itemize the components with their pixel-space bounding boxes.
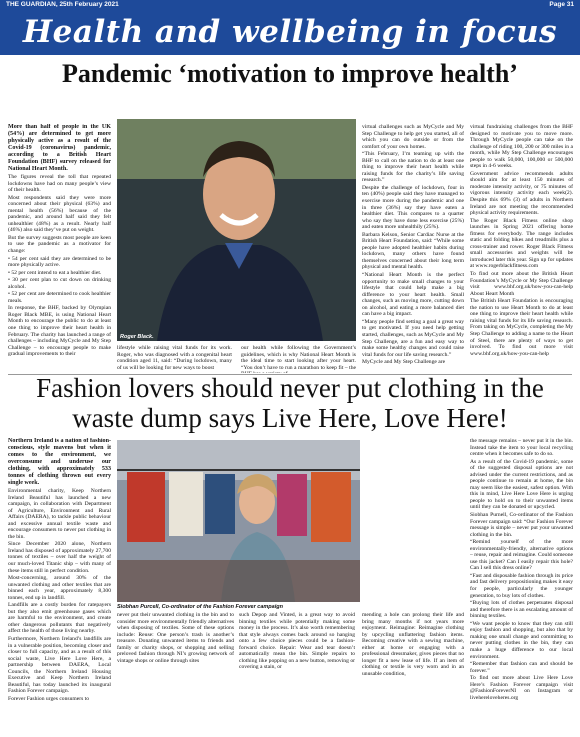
paragraph: “Buying lots of clothes perpetuates disposal and therefore there is an escalating amount of binning textiles. — [470, 600, 573, 620]
story2-headline: Fashion lovers should never put clothing in the waste dump says Live Here, Love Here! — [36, 373, 544, 433]
paragraph: The British Heart Foundation is encouraging the nation to use Heart Month to do at least one thing to improve their heart health while raising vital funds for its life saving research. From taking on MyCycle, completing the My Step Challenge to adding a name to the Heart of Steel, there are plenty of ways to get involved. To find out more visit www.bhf.org.uk/how-you-can-help — [470, 298, 573, 357]
story2-column-3 — [362, 612, 464, 732]
paragraph: Government advice recommends adults should aim for at least 150 minutes of moderate intensity activity, or 75 minutes of vigorous intensity activity each week(2). Despite this 69% (3) of adults in Northern Ireland are not meeting the recommended physical activity requirements. — [470, 170, 573, 217]
paragraph: mending a hole can prolong their life and bring many months if not years more enjoyment. Reimagine: Reimagine clothing by upcycling unflattering fashion items. Becoming creative with a sewing machine, either at home or engaging with a professional dressmaker, gives pieces that no longer fit a new lease of life. If an item of clothing or textile is very worn and in an unusable condition, — [362, 612, 464, 677]
paragraph: “We want people to know that they can still enjoy fashion and shopping, but also that by making one small change and committing to never putting clothes in the bin, they can make a huge difference to our local environment. — [470, 620, 573, 660]
paragraph: Barbara Kelson, Senior Cardiac Nurse at the British Heart Foundation, said: “While some people have adopted healthier habits during lockdown, many others have found themselves concerned about their long term physical and mental health. — [362, 231, 464, 271]
bullet-item: • 30 per cent plan to cut down on drinking alcohol. — [8, 277, 111, 290]
paragraph: “Remind yourself of the more environmentally-friendly, alternative options – reuse, repair and reimagine. Could someone use this jacket? Can I easily repair this hole? Can I sell this dress online? — [470, 539, 573, 572]
bullet-item: • 54 per cent said they are determined to be more physically active. — [8, 255, 111, 269]
section-title: Health and wellbeing in focus — [22, 14, 558, 50]
paragraph: such Depop and Vinted, is a great way to avoid binning textiles while potentially making some money in the process. It’s also worth remembering that style always comes back around so hanging onto a few choice pieces could be a fashion-forward choice. Repair: Wear and tear doesn’t automatically mean the bin. Simple repairs to clothing like popping on a new button, removing or covering a stain, or — [239, 612, 355, 671]
paragraph: Since December 2020 alone, Northern Ireland has disposed of approximately 27,700 tonnes of textiles – over half the weight of our much-loved Titanic ship – with many of these items still in perfect condition. — [8, 541, 111, 574]
paragraph: the message remains – never put it in the bin. Instead take the item to your local recycling centre when it becomes safe to do so. — [470, 438, 573, 458]
paragraph: Most respondents said they were more concerned about their physical (63%) and mental health (56%) because of the pandemic, and around half said they felt unhealthier (48%) as a result. Nearly half (46%) also said they’ve put on weight. — [8, 194, 111, 234]
paragraph: The figures reveal the toll that repeated lockdowns have had on many people’s view of their health. — [8, 174, 111, 194]
paper-date: THE GUARDIAN, 25th February 2021 — [6, 1, 119, 8]
paragraph: The Roger Black Fitness online shop launches in Spring 2021 offering home fitness for everybody. The range includes static and folding bikes and treadmills plus a cross-trainer and rower. Roger Black Fitness small accessories and weights will be introduced later this year. Sign up for updates at www.rogerblackfitness.com — [470, 217, 573, 270]
paragraph: Landfills are a costly burden for ratepayers but they also emit greenhouse gases which are harmful to the environment, and create other dangerous pollutants that negatively affect the health of those living nearby. — [8, 602, 111, 635]
paragraph: To find out more about Live Here Love Here’s Fashion Forever campaign visit @FashionForeverNI on Instagram or livehereloveheres.org — [470, 675, 573, 701]
paragraph: “Fast and disposable fashion through its price and fast delivery propositioning makes it easy for people, particularly the younger generation, to buy lots of clothes. — [470, 572, 573, 599]
photo-caption: Siobhan Purcell, Co-ordinator of the Fashion Forever campaign — [117, 604, 283, 610]
paragraph: Most-concerning, around 30% of the unwanted clothing and other textiles that are binned each year, approximately 8,300 tonnes, end up in landfill. — [8, 575, 111, 601]
paragraph: “National Heart Month is the perfect opportunity to make small changes to your lifestyle that could help make a big difference to your heart health. Small changes, such as moving more, cutting down on alcohol, and eating a more balanced diet can have a big impact. — [362, 272, 464, 318]
paragraph: Siobhan Purnell, Co-ordinator of the Fashion Forever campaign said: “Our Fashion Forever message is simple – never put your unwanted clothing in the bin. — [470, 512, 573, 538]
bullet-item: • 52 per cent are determined to cook healthier meals. — [8, 291, 111, 304]
paragraph: MyCycle and My Step Challenge are — [362, 359, 446, 366]
clothing-rail-illustration — [117, 440, 360, 602]
story1-headline: Pandemic ‘motivation to improve health’ — [62, 59, 518, 88]
bullet-item: • 52 per cent intend to eat a healthier diet. — [8, 269, 102, 276]
story2-under-photo-b — [239, 612, 355, 732]
paragraph: In response, the BHF, backed by Olympian Roger Black MBE, is using National Heart Month to encourage the public to do at least one thing to improve their heart health in February. The charity has launched a range of challenges – including MyCycle and My Step Challenge – to encourage people to make gradual improvements to their — [8, 305, 111, 358]
paragraph: Forever Fashion urges consumers to — [8, 695, 89, 702]
story2-lead: Northern Ireland is a nation of fashion-conscious, style mavens but when it comes to the environment, we overconsume and underuse our clothing, with approximately 533 tonnes of clothing thrown out every single week. — [8, 438, 111, 486]
story1-under-photo-b — [241, 345, 356, 373]
paragraph: Furthermore, Northern Ireland’s landfills are in a vulnerable position, becoming closer and closer to full capacity, and as a result of this social waste, Live Here Love Here, a partnership between DAERA, Local Councils, the Northern Ireland Housing Executive and Keep Northern Ireland Beautiful, has today launched its inaugural Fashion Forever campaign. — [8, 636, 111, 695]
paragraph: But the survey suggests most people are keen to use the pandemic as a motivator for change: — [8, 234, 111, 255]
fashion-forever-photo — [117, 440, 360, 602]
story1-under-photo-a — [117, 345, 232, 373]
story2-under-photo-a — [117, 612, 234, 732]
page-number: Page 31 — [549, 1, 574, 8]
paragraph: virtual fundraising challenges from the BHF designed to motivate you to move more. Through MyCycle people can take on the challenge of riding 100, 200 or 300 miles in a month, while My Step Challenge encourages people to walk 50,000, 100,000 or 500,000 steps in 4-6 weeks. — [470, 124, 573, 170]
paragraph: never put their unwanted clothing in the bin and to consider more environmentally friendly alternatives when disposing of textiles. Some of these options include: Reuse: One person’s trash is another’s treasure. Donating unwanted items to friends and family or charity shops, or shopping and selling preloved fashion through NI’s growing network of vintage shops or online through sites — [117, 612, 234, 664]
story1-column-1 — [8, 124, 111, 372]
portrait-illustration — [117, 119, 356, 341]
paragraph: To find out more about the British Heart Foundation’s MyCycle or My Step Challenge visit www.bhf.org.uk/how-you-can-help About Heart Month — [470, 271, 573, 297]
photo-caption: Roger Black. — [120, 334, 154, 340]
paragraph: “Remember that fashion can and should be forever.” — [470, 661, 573, 674]
paragraph: “Many people find setting a goal a great way to get motivated. If you need help getting started, challenges, such as MyCycle and My Step Challenge, are a fun and easy way to make some healthy changes and could raise vital funds for our life saving research.” — [362, 318, 464, 358]
paragraph: “This February, I’m teaming up with the BHF to call on the nation to do at least one thing to improve their heart health while raising funds for the charity’s life saving research.” — [362, 151, 464, 184]
paragraph: our health while following the Government’s guidelines, which is why National Heart Month is the ideal time to start looking after your heart. “You don’t have to run a marathon to keep fit – the — [241, 345, 356, 371]
paragraph: lifestyle while raising vital funds for its work. Roger, who was diagnosed with a congenital heart condition aged 11, said: “During lockdown, many of us will be looking for new ways to boost — [117, 345, 232, 371]
story2-column-4 — [470, 438, 573, 733]
story1-column-3 — [362, 124, 464, 372]
paragraph: virtual challenges such as MyCycle and My Step Challenge to help get you started, all of which you can do outside or from the comfort of your own homes. — [362, 124, 464, 150]
page-header — [0, 0, 580, 9]
paragraph: As a result of the Covid-19 pandemic, some of the suggested disposal options are not advised under the current restrictions, and as people continue to remain at home, the bin may seem like the easiest, safest option. With this in mind, Live Here Love Here is urging people to hold on to their unwanted items until they can be donated or upcycled. — [470, 458, 573, 511]
paragraph: Environmental charity, Keep Northern Ireland Beautiful has launched a new campaign, in collaboration with Department of Agriculture, Environment and Rural Affairs (DAERA), to tackle public behaviour and excessive annual textile waste and encourage consumers to never put clothing in the bin. — [8, 488, 111, 540]
story1-column-4 — [470, 124, 573, 372]
roger-black-photo — [117, 119, 356, 341]
story2-column-1 — [8, 438, 111, 733]
story1-lead: More than half of people in the UK (54%) are determined to get more physically active as a result of the Covid-19 (coronavirus) pandemic, according to a British Heart Foundation (BHF) survey released for National Heart Month. — [8, 124, 111, 172]
paragraph: Despite the challenge of lockdown, four in ten (40%) people said they have managed to exercise more during the pandemic and one in three (36%) say they have eaten a healthier diet. This compares to a quarter who say they have done less exercise (25%) and eaten more unhealthily (25%). — [362, 184, 464, 231]
